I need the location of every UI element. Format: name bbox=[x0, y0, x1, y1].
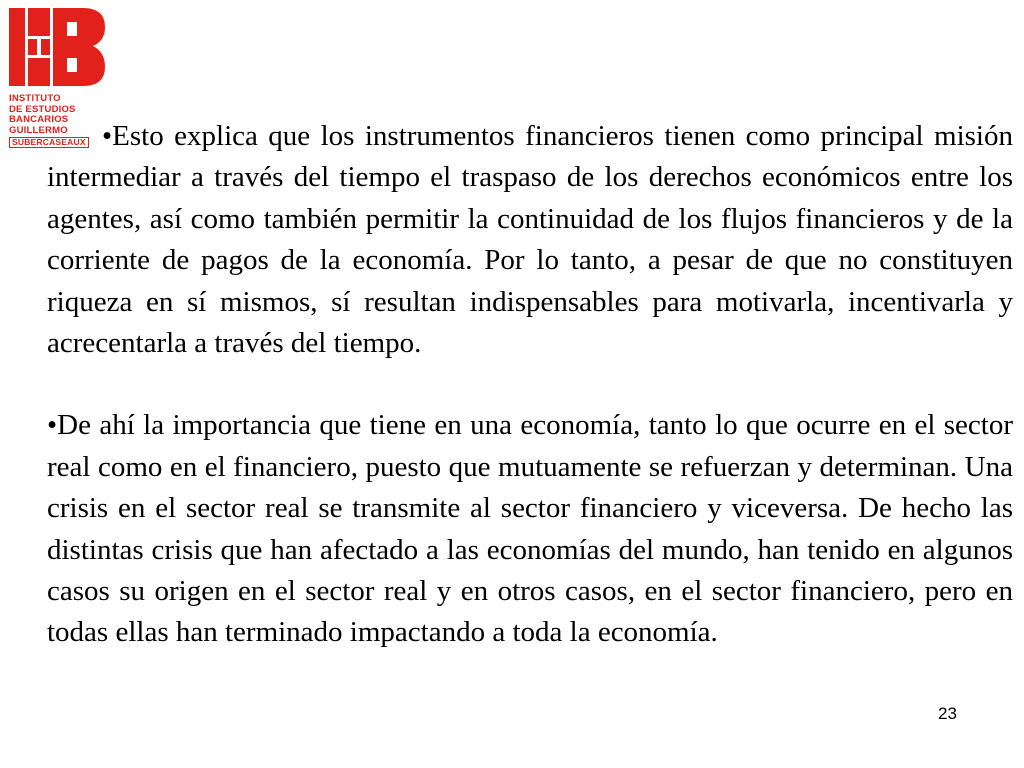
page-number: 23 bbox=[938, 704, 957, 723]
slide-body bbox=[47, 116, 1013, 654]
logo-line-1: INSTITUTO bbox=[9, 93, 61, 104]
bullet-icon: • bbox=[102, 120, 113, 152]
paragraph-2 bbox=[47, 405, 1013, 653]
paragraph-1-text: Esto explica que los instrumentos financieros tienen como principal misión intermediar a través del tiempo el traspaso de los derechos económicos entre los agentes, así como también permitir la continuidad de los flujos financieros y de la corriente de pagos de la economía. Por lo tanto, a pesar de que no constituyen riqueza en sí mismos, sí resultan indispensables para motivarla, incentivarla y acrecentarla a través del tiempo. bbox=[47, 120, 1013, 360]
logo-line-4: GUILLERMO bbox=[9, 124, 68, 136]
paragraph-2-text: De ahí la importancia que tiene en una economía, tanto lo que ocurre en el sector real como en el financiero, puesto que mutuamente se refuerzan y determinan. Una crisis en el sector real se transmite al sector financiero y viceversa. De hecho las distintas crisis que han afectado a las economías del mundo, han tenido en algunos casos su origen en el sector real y en otros casos, en el sector financiero, pero en todas ellas han terminado impactando a toda la economía. bbox=[47, 409, 1013, 649]
paragraph-gap bbox=[47, 364, 1013, 405]
logo-line-5: SUBERCASEAUX bbox=[9, 137, 89, 148]
logo-line-2: DE ESTUDIOS bbox=[9, 103, 76, 115]
ieb-logo-mark bbox=[9, 8, 105, 86]
paragraph-1 bbox=[47, 116, 1013, 364]
logo-line-3: BANCARIOS bbox=[9, 114, 69, 125]
bullet-icon: • bbox=[47, 409, 58, 442]
